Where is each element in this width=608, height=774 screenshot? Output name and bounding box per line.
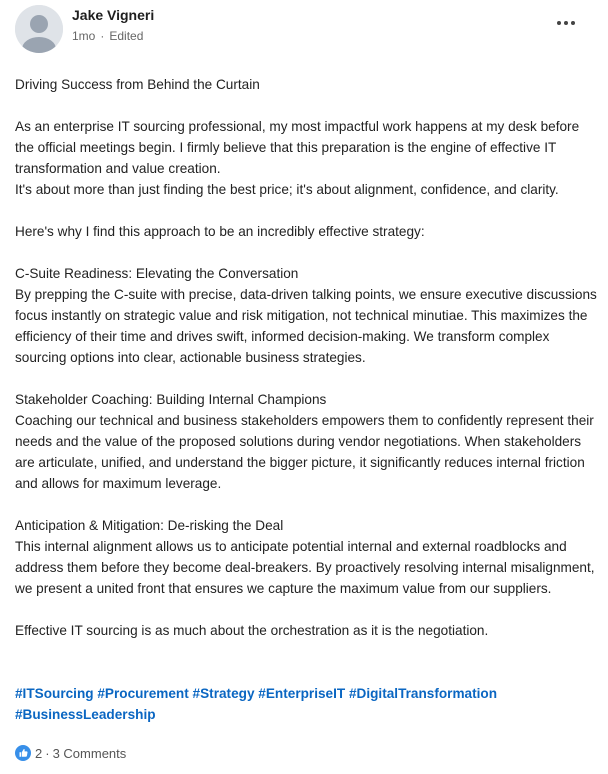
post-intro-2: It's about more than just finding the best price; it's about alignment, confidence, and clarity. xyxy=(15,182,559,197)
footer-separator: · xyxy=(45,745,50,761)
avatar[interactable] xyxy=(15,5,63,53)
hashtag-link[interactable]: #BusinessLeadership xyxy=(15,707,156,722)
post-meta xyxy=(72,29,143,43)
post-title: Driving Success from Behind the Curtain xyxy=(15,77,260,92)
hashtag-link[interactable]: #ITSourcing xyxy=(15,686,94,701)
meta-separator: · xyxy=(100,29,105,43)
more-horizontal-icon xyxy=(557,21,561,25)
hashtag-link[interactable]: #DigitalTransformation xyxy=(348,686,498,701)
section-body: This internal alignment allows us to anticipate potential internal and external roadblocks and address them before they become deal-breakers. By proactively resolving internal misalignment, we present a united front that ensures we capture the maximum value from our suppliers. xyxy=(15,539,595,596)
author-name[interactable]: Jake Vigneri xyxy=(72,7,155,23)
reaction-count[interactable]: 2 xyxy=(35,745,43,761)
section-heading: C-Suite Readiness: Elevating the Conversation xyxy=(15,266,299,281)
comments-count[interactable]: 3 Comments xyxy=(52,745,127,761)
section-heading: Anticipation & Mitigation: De-risking the Deal xyxy=(15,518,284,533)
post-body xyxy=(15,74,600,641)
post-time: 1mo xyxy=(72,29,96,43)
section-heading: Stakeholder Coaching: Building Internal Champions xyxy=(15,392,327,407)
hashtag-link[interactable]: #Strategy xyxy=(192,686,255,701)
post-lead: Here's why I find this approach to be an incredibly effective strategy: xyxy=(15,224,425,239)
edited-label: Edited xyxy=(109,29,144,43)
section-body: Coaching our technical and business stakeholders empowers them to confidently represent their needs and the value of the proposed solutions during vendor negotiations. When stakeholders are articulate, unified, and understand the bigger picture, it significantly reduces internal friction and allows for maximum leverage. xyxy=(15,413,594,491)
social-counts xyxy=(15,745,126,761)
avatar-placeholder-icon xyxy=(15,5,63,53)
post-intro: As an enterprise IT sourcing professional, my most impactful work happens at my desk before the official meetings begin. I firmly believe that this preparation is the engine of effective IT transformation and value creation. xyxy=(15,119,580,176)
post-closing: Effective IT sourcing is as much about the orchestration as it is the negotiation. xyxy=(15,623,489,638)
like-thumb-icon[interactable] xyxy=(15,745,31,761)
hashtag-link[interactable]: #Procurement xyxy=(97,686,189,701)
hashtag-list xyxy=(15,683,600,725)
hashtag-link[interactable]: #EnterpriseIT xyxy=(258,686,346,701)
section-body: By prepping the C-suite with precise, data-driven talking points, we ensure executive discussions focus instantly on strategic value and risk mitigation, not technical minutiae. This maximizes the efficiency of their time and drives swift, informed decision-making. We transform complex sourcing options into clear, actionable business strategies. xyxy=(15,287,597,365)
more-options-button[interactable] xyxy=(555,14,579,30)
